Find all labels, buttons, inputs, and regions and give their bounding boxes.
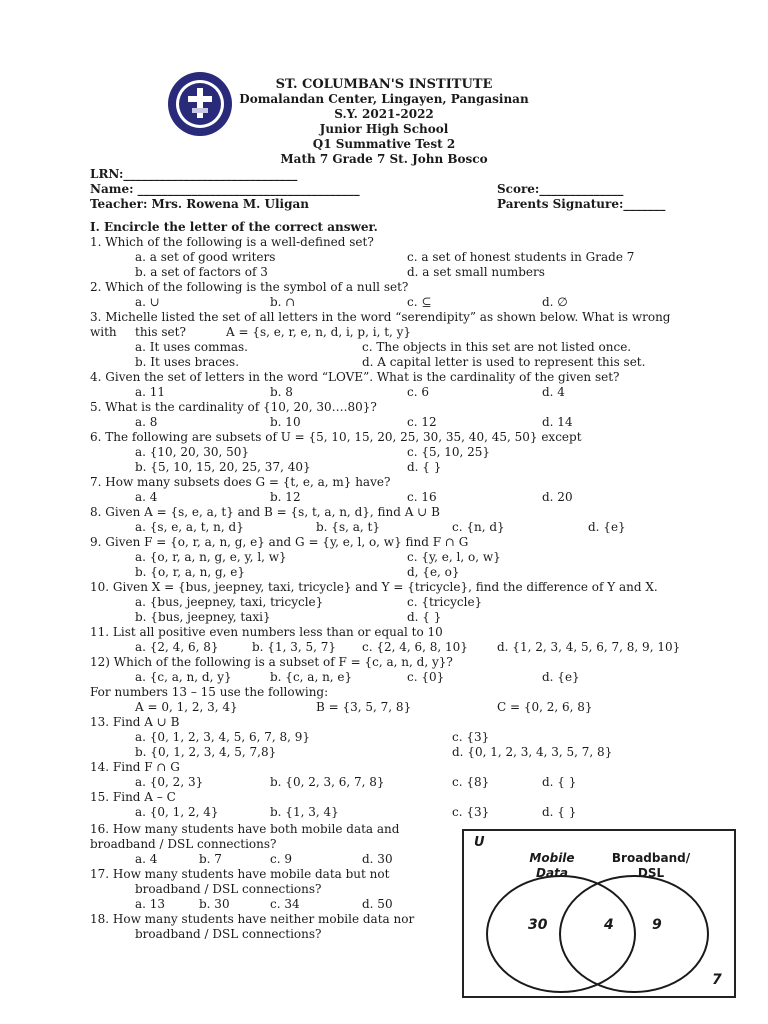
question-line: 3. Michelle listed the set of all letters in the word “serendipity” as shown below. What is wrong (90, 310, 671, 324)
question-line[interactable]: a. {0, 1, 2, 4} (135, 805, 219, 819)
question-line[interactable]: c. 6 (407, 385, 429, 399)
both-value: 4 (604, 917, 614, 933)
question-line[interactable]: c. {5, 10, 25} (407, 445, 491, 459)
question-line: 2. Which of the following is the symbol of a null set? (90, 280, 409, 294)
question-line: 9. Given F = {o, r, a, n, g, e} and G = {y, e, l, o, w} find F ∩ G (90, 535, 469, 549)
question-line[interactable]: c. {3} (452, 805, 490, 819)
universe-label: U (474, 835, 485, 850)
question-line[interactable]: a. {o, r, a, n, g, e, y, l, w} (135, 550, 287, 564)
question-line[interactable]: c. 9 (270, 852, 292, 866)
question-line: 13. Find A ∪ B (90, 715, 180, 729)
question-line[interactable]: d. { } (407, 460, 442, 474)
question-line[interactable]: c. {0} (407, 670, 445, 684)
question-line: 6. The following are subsets of U = {5, 10, 15, 20, 25, 30, 35, 40, 45, 50} except (90, 430, 582, 444)
question-line[interactable]: a. {bus, jeepney, taxi, tricycle} (135, 595, 324, 609)
question-line[interactable]: c. 12 (407, 415, 437, 429)
broadband-label-2: DSL (637, 866, 665, 880)
question-line[interactable]: c. 34 (270, 897, 300, 911)
question-line: 11. List all positive even numbers less than or equal to 10 (90, 625, 443, 639)
question-line[interactable]: c. a set of honest students in Grade 7 (407, 250, 635, 264)
question-line: this set? (135, 325, 186, 339)
question-line[interactable]: c. {2, 4, 6, 8, 10} (362, 640, 468, 654)
question-line: with (90, 325, 117, 339)
question-line[interactable]: d. ∅ (542, 295, 568, 309)
outside-value: 7 (712, 972, 722, 988)
question-line[interactable]: a. 8 (135, 415, 158, 429)
question-line: For numbers 13 – 15 use the following: (90, 685, 329, 699)
question-line[interactable]: d. a set small numbers (407, 265, 545, 279)
question-line: 1. Which of the following is a well-defined set? (90, 235, 374, 249)
school-logo (166, 70, 234, 138)
question-line[interactable]: d. 14 (542, 415, 573, 429)
question-line: broadband / DSL connections? (90, 837, 277, 851)
broadband-only-value: 9 (652, 917, 662, 933)
question-line[interactable]: a. a set of good writers (135, 250, 276, 264)
question-line[interactable]: b. {s, a, t} (316, 520, 380, 534)
question-line: broadband / DSL connections? (135, 927, 322, 941)
question-line: 5. What is the cardinality of {10, 20, 30….80}? (90, 400, 377, 414)
question-line: 12) Which of the following is a subset of F = {c, a, n, d, y}? (90, 655, 453, 669)
question-line[interactable]: a. It uses commas. (135, 340, 248, 354)
question-line: 8. Given A = {s, e, a, t} and B = {s, t, a, n, d}, find A ∪ B (90, 505, 440, 519)
school-name: ST. COLUMBAN'S INSTITUTE (275, 77, 493, 92)
question-line[interactable]: c. The objects in this set are not listed once. (362, 340, 632, 354)
question-line[interactable]: d. 30 (362, 852, 393, 866)
instruction: I. Encircle the letter of the correct answer. (90, 220, 378, 234)
question-line[interactable]: a. 4 (135, 490, 158, 504)
mobile-data-label-2: Data (536, 866, 568, 880)
question-line[interactable]: c. {3} (452, 730, 490, 744)
teacher-label: Teacher: Mrs. Rowena M. Uligan (90, 197, 310, 211)
question-line[interactable]: d. A capital letter is used to represent this set. (362, 355, 646, 369)
question-line[interactable]: d. { } (542, 775, 577, 789)
score-field[interactable]: Score:______________ (497, 182, 624, 196)
question-line[interactable]: a. {0, 2, 3} (135, 775, 204, 789)
lrn-field[interactable]: LRN:_____________________________ (90, 167, 298, 181)
question-line[interactable]: b. {o, r, a, n, g, e} (135, 565, 246, 579)
question-line[interactable]: d. { } (407, 610, 442, 624)
question-line[interactable]: d. {0, 1, 2, 3, 4, 3, 5, 7, 8} (452, 745, 613, 759)
question-line[interactable]: c. {y, e, l, o, w} (407, 550, 501, 564)
question-line[interactable]: b. {0, 1, 2, 3, 4, 5, 7,8} (135, 745, 277, 759)
question-line[interactable]: a. {2, 4, 6, 8} (135, 640, 219, 654)
question-line[interactable]: c. {8} (452, 775, 490, 789)
question-line[interactable]: b. 12 (270, 490, 301, 504)
question-line[interactable]: a. {c, a, n, d, y} (135, 670, 232, 684)
question-line[interactable]: b. {1, 3, 5, 7} (252, 640, 337, 654)
question-line[interactable]: d. 4 (542, 385, 565, 399)
test-name: Q1 Summative Test 2 (312, 137, 456, 151)
question-line[interactable]: b. 8 (270, 385, 293, 399)
question-line[interactable]: b. {5, 10, 15, 20, 25, 37, 40} (135, 460, 311, 474)
question-line[interactable]: c. {n, d} (452, 520, 505, 534)
question-line[interactable]: a. ∪ (135, 295, 160, 309)
venn-diagram (462, 829, 736, 998)
question-line[interactable]: b. 10 (270, 415, 301, 429)
question-line[interactable]: a. {s, e, a, t, n, d} (135, 520, 244, 534)
class-section: Math 7 Grade 7 St. John Bosco (280, 152, 488, 166)
question-line: 15. Find A – C (90, 790, 176, 804)
question-line[interactable]: a. {0, 1, 2, 3, 4, 5, 6, 7, 8, 9} (135, 730, 311, 744)
question-line[interactable]: d. {1, 2, 3, 4, 5, 6, 7, 8, 9, 10} (497, 640, 681, 654)
broadband-label-1: Broadband/ (611, 851, 691, 865)
question-line[interactable]: a. 13 (135, 897, 166, 911)
question-line[interactable]: b. 7 (199, 852, 222, 866)
question-line: 18. How many students have neither mobile data nor (90, 912, 415, 926)
school-address: Domalandan Center, Lingayen, Pangasinan (239, 92, 529, 106)
question-line: 4. Given the set of letters in the word “LOVE”. What is the cardinality of the given set? (90, 370, 620, 384)
question-line[interactable]: d. { } (542, 805, 577, 819)
name-field[interactable]: Name: _____________________________________ (90, 182, 360, 196)
question-line: A = {s, e, r, e, n, d, i, p, i, t, y} (226, 325, 412, 339)
question-line[interactable]: b. 30 (199, 897, 230, 911)
question-line[interactable]: b. {c, a, n, e} (270, 670, 353, 684)
school-year: S.Y. 2021-2022 (334, 107, 434, 121)
question-line[interactable]: b. {0, 2, 3, 6, 7, 8} (270, 775, 385, 789)
question-line[interactable]: d. {e} (542, 670, 580, 684)
question-line: 10. Given X = {bus, jeepney, taxi, tricycle} and Y = {tricycle}, find the difference of Y and X. (90, 580, 658, 594)
question-line: 16. How many students have both mobile data and (90, 822, 400, 836)
question-line[interactable]: d, {e, o} (407, 565, 460, 579)
question-line: 17. How many students have mobile data but not (90, 867, 390, 881)
school-level: Junior High School (319, 122, 449, 136)
parents-signature-field[interactable]: Parents Signature:_______ (497, 197, 666, 211)
mobile-data-label-1: Mobile (529, 851, 575, 865)
question-line[interactable]: b. {bus, jeepney, taxi} (135, 610, 271, 624)
question-line[interactable]: a. 4 (135, 852, 158, 866)
question-line[interactable]: b. It uses braces. (135, 355, 240, 369)
question-line: A = 0, 1, 2, 3, 4} (135, 700, 238, 714)
question-line[interactable]: d. 20 (542, 490, 573, 504)
question-line: 14. Find F ∩ G (90, 760, 180, 774)
question-line: 7. How many subsets does G = {t, e, a, m} have? (90, 475, 391, 489)
question-line: C = {0, 2, 6, 8} (497, 700, 593, 714)
question-line[interactable]: c. {tricycle} (407, 595, 483, 609)
question-line[interactable]: c. ⊆ (407, 295, 432, 309)
question-line[interactable]: b. ∩ (270, 295, 296, 309)
question-line[interactable]: b. a set of factors of 3 (135, 265, 268, 279)
question-line[interactable]: d. {e} (588, 520, 626, 534)
question-line[interactable]: a. 11 (135, 385, 166, 399)
question-line[interactable]: b. {1, 3, 4} (270, 805, 339, 819)
question-line: broadband / DSL connections? (135, 882, 322, 896)
question-line[interactable]: c. 16 (407, 490, 437, 504)
question-line: B = {3, 5, 7, 8} (316, 700, 412, 714)
mobile-only-value: 30 (528, 917, 548, 933)
question-line[interactable]: a. {10, 20, 30, 50} (135, 445, 250, 459)
question-line[interactable]: d. 50 (362, 897, 393, 911)
